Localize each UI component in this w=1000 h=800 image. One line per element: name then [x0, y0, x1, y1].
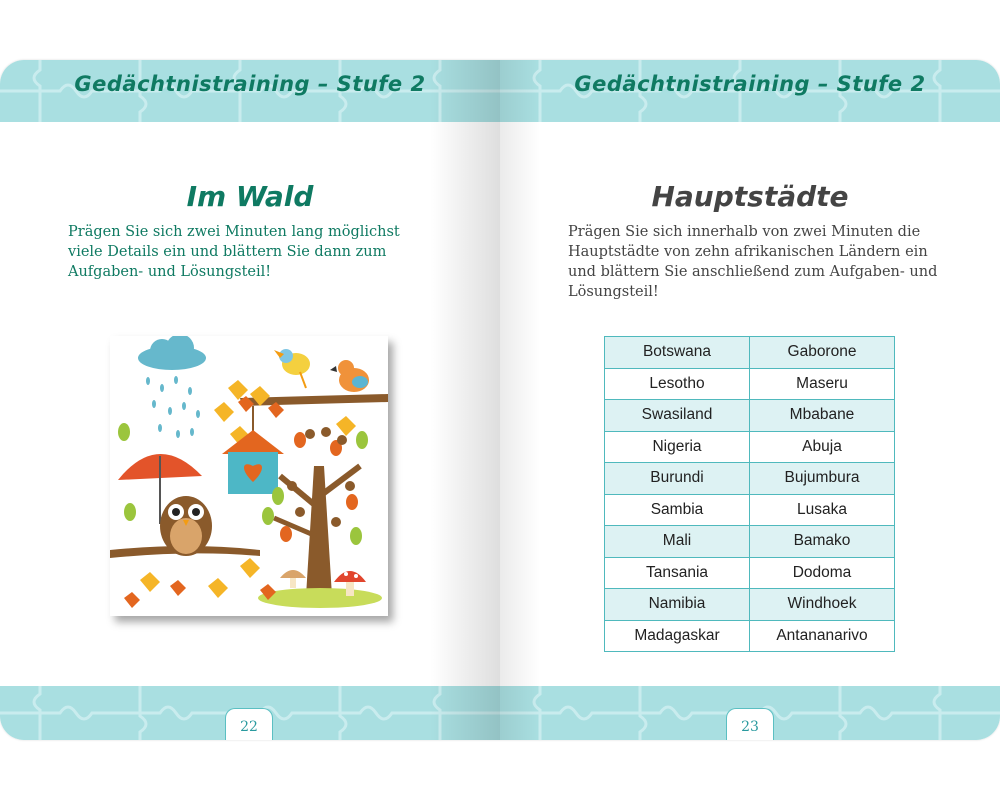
grass-patch — [258, 588, 382, 608]
rain-drops — [146, 376, 200, 438]
capital-cell: Bujumbura — [750, 463, 895, 495]
table-row — [605, 589, 895, 621]
country-cell: Sambia — [605, 494, 750, 526]
capitals-table — [604, 336, 895, 652]
country-cell: Tansania — [605, 557, 750, 589]
capital-cell: Windhoek — [750, 589, 895, 621]
book-spread — [0, 60, 1000, 740]
owl-icon — [160, 496, 212, 556]
page-number: 22 — [225, 708, 273, 740]
capital-cell: Maseru — [750, 368, 895, 400]
country-cell: Swasiland — [605, 400, 750, 432]
table-row — [605, 368, 895, 400]
intro-text: Prägen Sie sich innerhalb von zwei Minuten die Hauptstädte von zehn afrikanischen Ländern ein und blättern Sie anschließend zum Aufgaben- und Lösungsteil! — [568, 224, 938, 300]
capital-cell: Dodoma — [750, 557, 895, 589]
page-title: Hauptstädte — [651, 180, 849, 213]
country-cell: Botswana — [605, 337, 750, 369]
header-title: Gedächtnistraining – Stufe 2 — [574, 72, 926, 96]
table-row — [605, 400, 895, 432]
capital-cell: Mbabane — [750, 400, 895, 432]
page-number: 23 — [726, 708, 774, 740]
autumn-leaves — [214, 380, 356, 446]
capital-cell: Abuja — [750, 431, 895, 463]
capital-cell: Bamako — [750, 526, 895, 558]
capital-cell: Lusaka — [750, 494, 895, 526]
birdhouse-icon — [222, 406, 284, 494]
capital-cell: Gaborone — [750, 337, 895, 369]
table-row — [605, 526, 895, 558]
table-row — [605, 431, 895, 463]
forest-scene — [110, 336, 388, 616]
yellow-bird-icon — [274, 349, 310, 388]
intro-text: Prägen Sie sich zwei Minuten lang möglichst viele Details ein und blättern Sie dann zum Aufgaben- und Lösungsteil! — [68, 224, 400, 280]
header-title: Gedächtnistraining – Stufe 2 — [74, 72, 426, 96]
country-cell: Namibia — [605, 589, 750, 621]
table-row — [605, 620, 895, 652]
country-cell: Burundi — [605, 463, 750, 495]
table-row — [605, 337, 895, 369]
left-page — [0, 60, 500, 740]
country-cell: Mali — [605, 526, 750, 558]
country-cell: Nigeria — [605, 431, 750, 463]
cloud-icon — [138, 336, 206, 370]
table-row — [605, 463, 895, 495]
forest-illustration — [110, 336, 388, 616]
orange-bird-icon — [330, 360, 369, 392]
country-cell: Lesotho — [605, 368, 750, 400]
right-page — [500, 60, 1000, 740]
country-cell: Madagaskar — [605, 620, 750, 652]
page-title: Im Wald — [186, 180, 314, 213]
table-row — [605, 557, 895, 589]
capital-cell: Antananarivo — [750, 620, 895, 652]
table-row — [605, 494, 895, 526]
